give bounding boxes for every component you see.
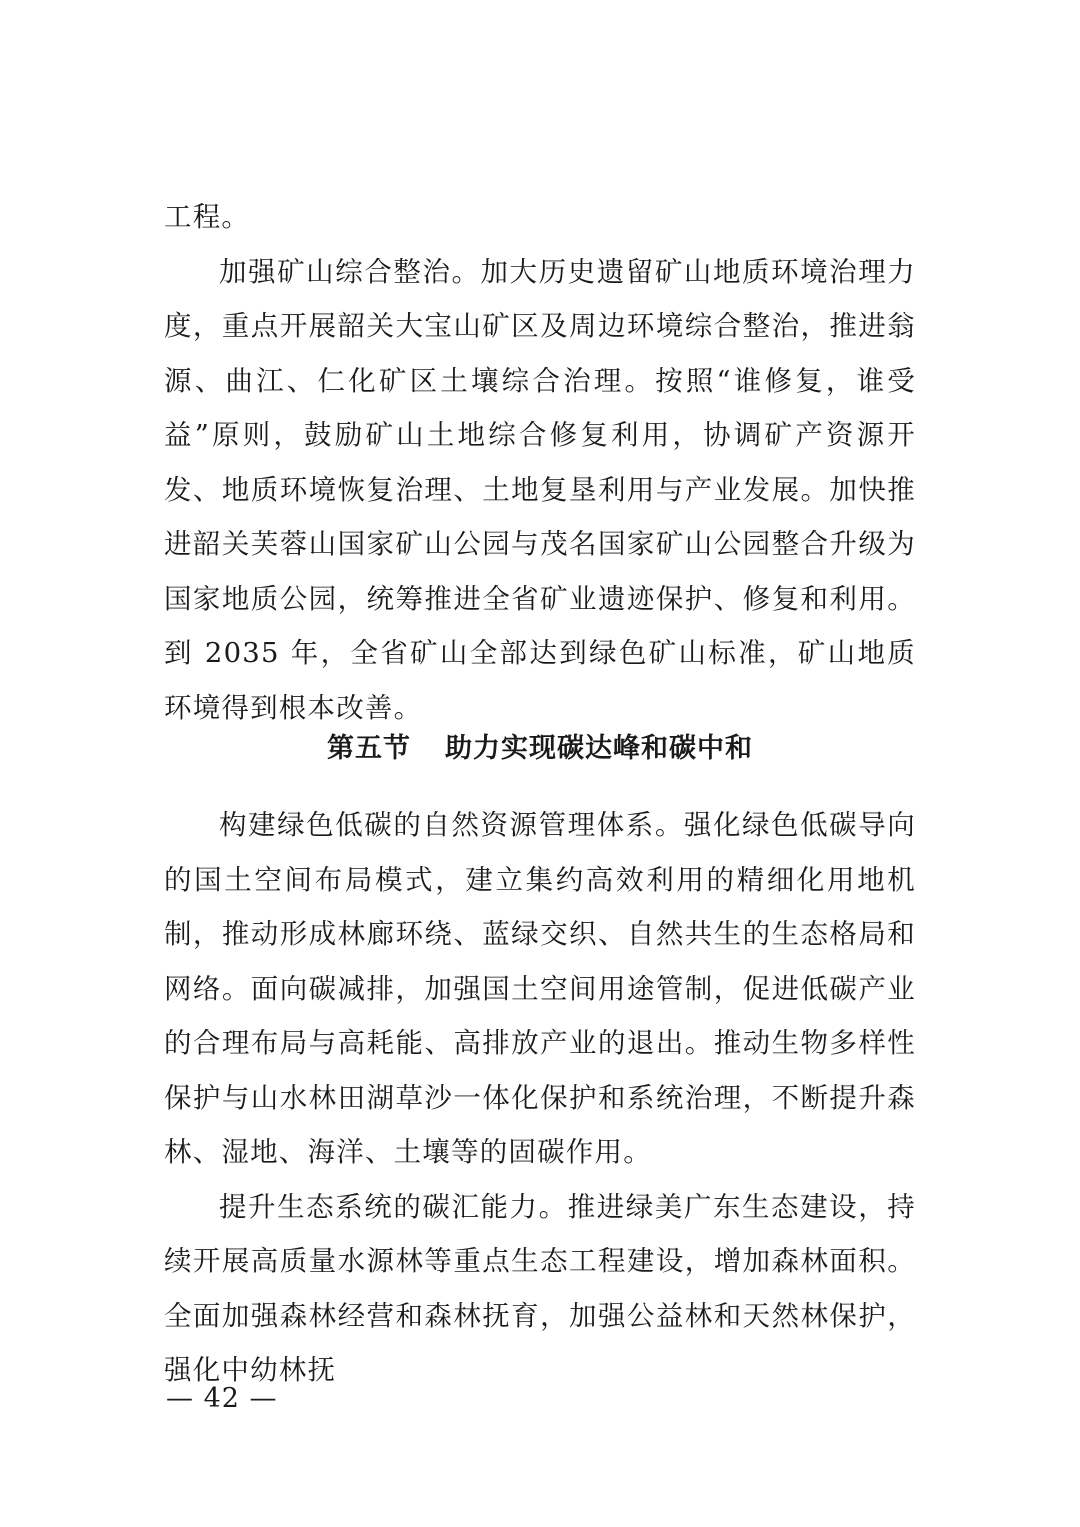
- section-heading: [0, 722, 1080, 776]
- section-number: 第五节: [327, 733, 411, 764]
- body-text-top: [164, 190, 916, 735]
- page-number: — 42 —: [166, 1383, 278, 1414]
- body-text-bottom: [164, 798, 916, 1398]
- paragraph-low-carbon-system: 构建绿色低碳的自然资源管理体系。强化绿色低碳导向的国土空间布局模式，建立集约高效利用的精细化用地机制，推动形成林廊环绕、蓝绿交织、自然共生的生态格局和网络。面向碳减排，加强国土空间用途管制，促进低碳产业的合理布局与高耗能、高排放产业的退出。推动生物多样性保护与山水林田湖草沙一体化保护和系统治理，不断提升森林、湿地、海洋、土壤等的固碳作用。: [164, 809, 916, 1168]
- paragraph-mine-remediation: 加强矿山综合整治。加大历史遗留矿山地质环境治理力度，重点开展韶关大宝山矿区及周边环境综合整治，推进翁源、曲江、仁化矿区土壤综合治理。按照“谁修复，谁受益”原则，鼓励矿山土地综合修复利用，协调矿产资源开发、地质环境恢复治理、土地复垦利用与产业发展。加快推进韶关芙蓉山国家矿山公园与茂名国家矿山公园整合升级为国家地质公园，统筹推进全省矿业遗迹保护、修复和利用。到 2035 年，全省矿山全部达到绿色矿山标准，矿山地质环境得到根本改善。: [164, 255, 916, 724]
- paragraph-carbon-sink: 提升生态系统的碳汇能力。推进绿美广东生态建设，持续开展高质量水源林等重点生态工程建设，增加森林面积。全面加强森林经营和森林抚育，加强公益林和天然林保护，强化中幼林抚: [164, 1190, 916, 1386]
- paragraph-continuation: 工程。: [164, 201, 251, 233]
- section-title-text: 助力实现碳达峰和碳中和: [445, 733, 753, 764]
